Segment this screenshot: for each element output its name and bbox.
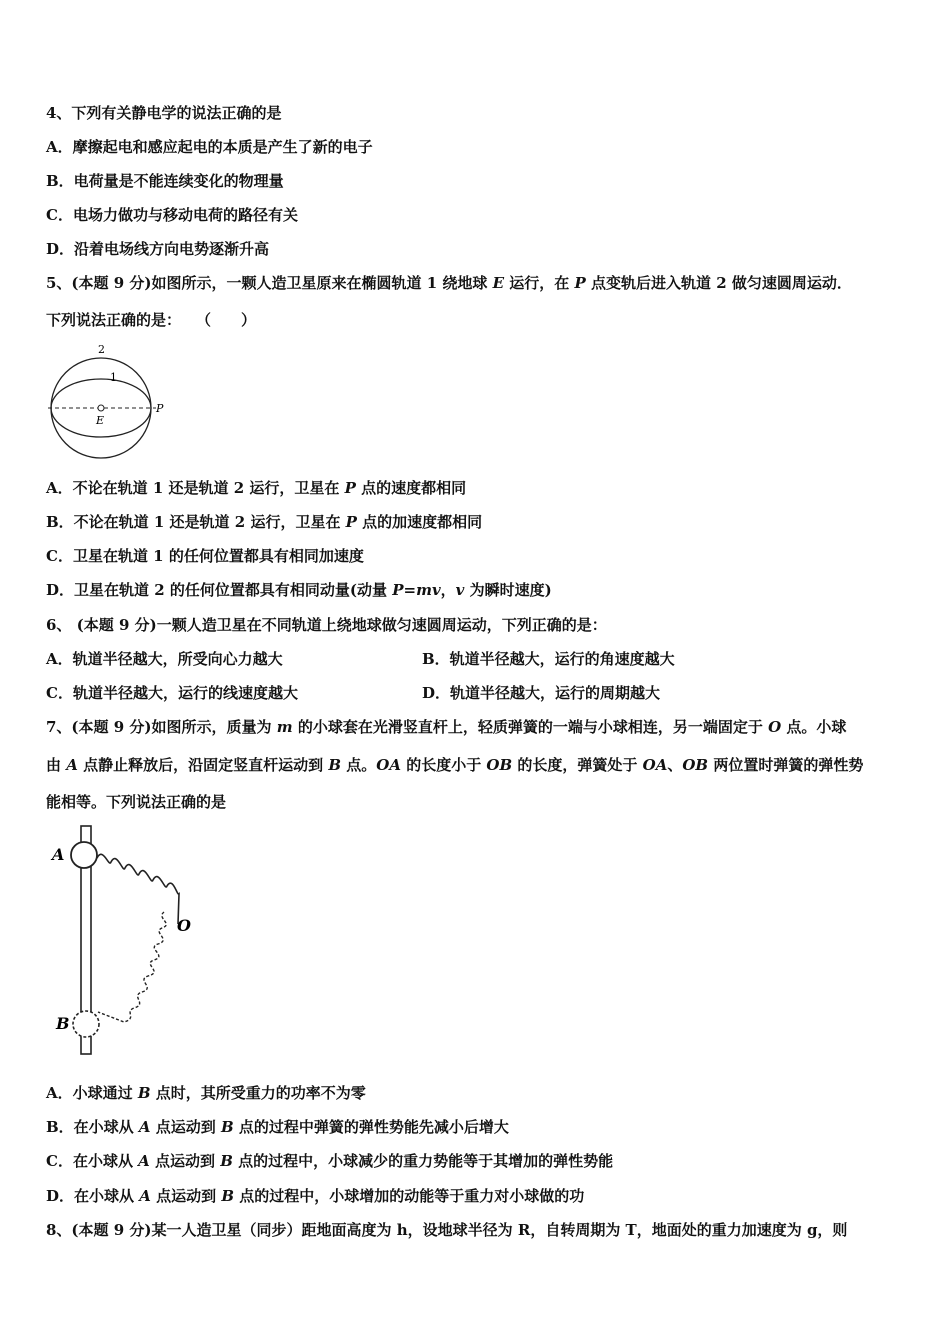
earth-label: E: [96, 414, 105, 427]
point-a-label: A: [52, 845, 65, 864]
q6-option-b: B．轨道半径越大，运行的角速度越大: [422, 650, 675, 668]
point-p-label: P: [156, 402, 164, 415]
q6-row2: [46, 683, 910, 703]
q4-option-d: D．沿着电场线方向电势逐渐升高: [46, 240, 270, 258]
q5-stem-line1: 5、(本题 9 分)如图所示，一颗人造卫星原来在椭圆轨道 1 绕地球 E 运行，在 P 点变轨后进入轨道 2 做匀速圆周运动．: [46, 274, 852, 292]
point-b-label: B: [56, 1014, 70, 1033]
q7-option-a: A．小球通过 B 点时，其所受重力的功率不为零: [46, 1084, 366, 1102]
q4-option-c: C．电场力做功与移动电荷的路径有关: [46, 206, 298, 224]
orbit2-label: 2: [98, 343, 105, 356]
q5-option-a: A．不论在轨道 1 还是轨道 2 运行，卫星在 P 点的速度都相同: [46, 479, 467, 497]
q4-option-a: A．摩擦起电和感应起电的本质是产生了新的电子: [46, 138, 373, 156]
point-o-label: O: [177, 916, 191, 935]
q6-option-d: D．轨道半径越大，运行的周期越大: [422, 684, 661, 702]
q4-stem: 4、下列有关静电学的说法正确的是: [46, 104, 282, 122]
spring-rod-diagram: [44, 820, 194, 1060]
q7-option-d: D．在小球从 A 点运动到 B 点的过程中，小球增加的动能等于重力对小球做的功: [46, 1187, 585, 1205]
q7-stem-line1: 7、(本题 9 分)如图所示，质量为 m 的小球套在光滑竖直杆上，轻质弹簧的一端与小球相连，另一端固定于 O 点。小球: [46, 718, 847, 736]
q4-option-b: B．电荷量是不能连续变化的物理量: [46, 172, 284, 190]
q7-option-c: C．在小球从 A 点运动到 B 点的过程中，小球减少的重力势能等于其增加的弹性势能: [46, 1152, 614, 1170]
q5-option-b: B．不论在轨道 1 还是轨道 2 运行，卫星在 P 点的加速度都相同: [46, 513, 483, 531]
q8-stem: 8、(本题 9 分)某一人造卫星（同步）距地面高度为 h，设地球半径为 R，自转周期为 T，地面处的重力加速度为 g，则: [46, 1221, 848, 1239]
q6-option-a: A．轨道半径越大，所受向心力越大: [46, 650, 283, 668]
orbit1-label: 1: [110, 371, 117, 384]
q7-stem-line3: 能相等。下列说法正确的是: [46, 793, 227, 811]
q7-option-b: B．在小球从 A 点运动到 B 点的过程中弹簧的弹性势能先减小后增大: [46, 1118, 509, 1136]
q5-option-d: D．卫星在轨道 2 的任何位置都具有相同动量(动量 P=mv，v 为瞬时速度): [46, 581, 552, 599]
orbit-diagram: [44, 340, 174, 462]
q6-option-c: C．轨道半径越大，运行的线速度越大: [46, 684, 298, 702]
q5-stem-line2: 下列说法正确的是： （ ）: [46, 311, 257, 329]
q5-option-c: C．卫星在轨道 1 的任何位置都具有相同加速度: [46, 547, 364, 565]
q6-row1: [46, 649, 910, 669]
q7-stem-line2: 由 A 点静止释放后，沿固定竖直杆运动到 B 点。OA 的长度小于 OB 的长度，弹簧处于 OA、OB 两位置时弹簧的弹性势: [46, 756, 864, 774]
q6-stem: 6、 (本题 9 分)一颗人造卫星在不同轨道上绕地球做匀速圆周运动，下列正确的是：: [46, 616, 607, 634]
